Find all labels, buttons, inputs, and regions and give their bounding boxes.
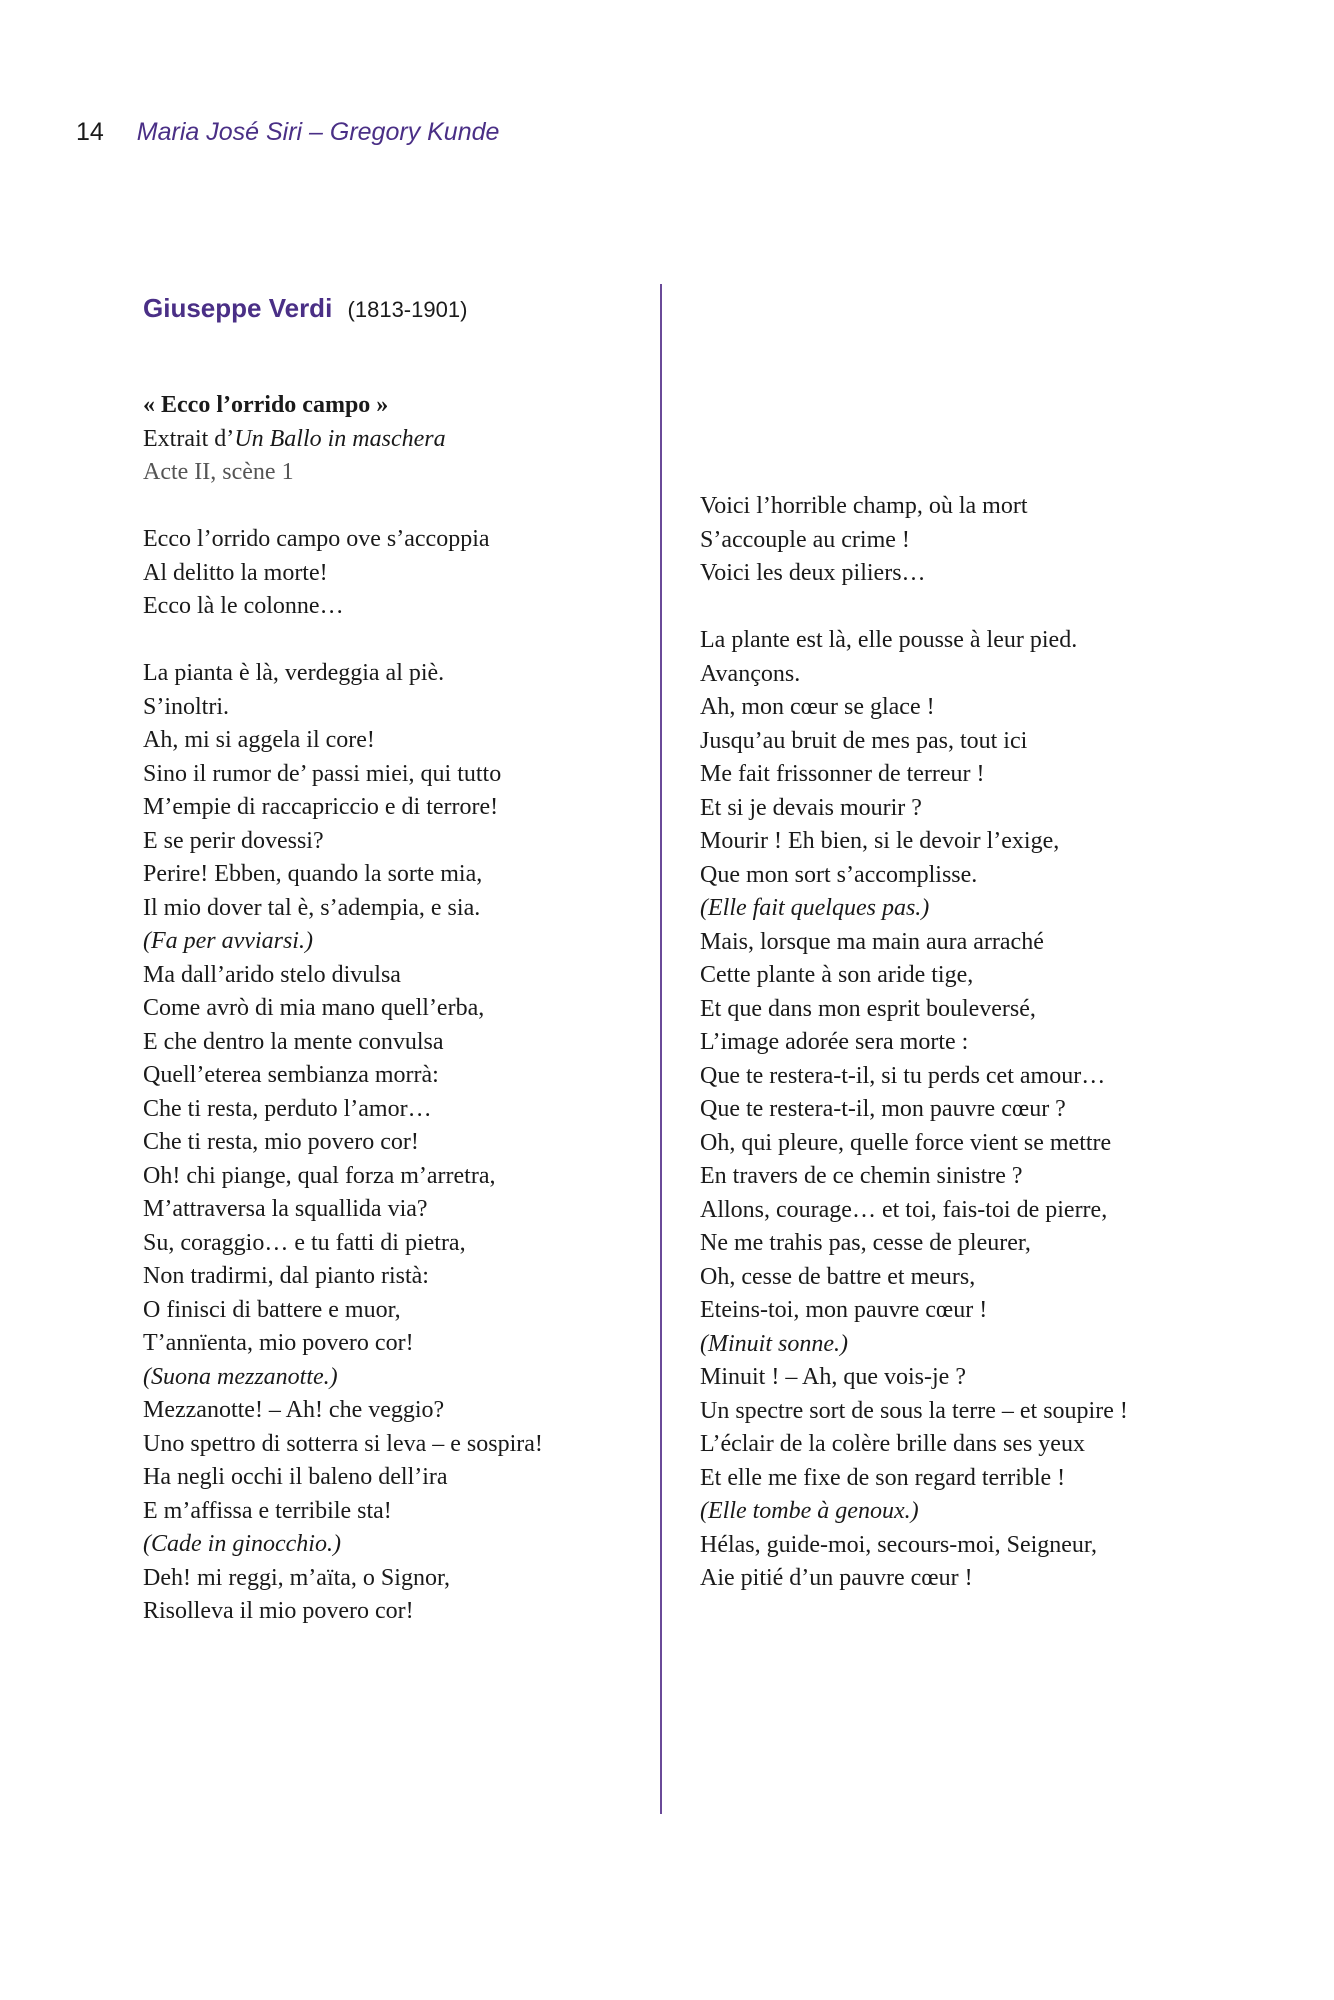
verse-line: Que te restera-t-il, si tu perds cet amour… <box>700 1062 1106 1089</box>
verse-line: Mezzanotte! – Ah! che veggio? <box>143 1397 445 1423</box>
stage-direction: (Elle tombe à genoux.) <box>700 1498 919 1524</box>
verse-line: Que mon sort s’accomplisse. <box>700 861 978 888</box>
italian-column <box>143 389 543 1629</box>
verse-line: Cette plante à son aride tige, <box>700 962 974 988</box>
verse-line: Voici les deux piliers… <box>700 560 926 586</box>
verse-line: Ecco là le colonne… <box>143 593 344 619</box>
verse-line: Et elle me fixe de son regard terrible ! <box>700 1464 1066 1491</box>
verse-line: L’éclair de la colère brille dans ses yeux <box>700 1431 1085 1457</box>
french-stanza-1 <box>700 490 1128 591</box>
verse-line: En travers de ce chemin sinistre ? <box>700 1163 1023 1189</box>
opera-title: Un Ballo in maschera <box>234 425 446 452</box>
stage-direction: (Minuit sonne.) <box>700 1330 848 1357</box>
column-divider <box>660 284 662 1814</box>
verse-line: Quell’eterea sembianza morrà: <box>143 1062 439 1088</box>
verse-line: Uno spettro di sotterra si leva – e sospira! <box>143 1430 543 1457</box>
verse-line: Il mio dover tal è, s’adempia, e sia. <box>143 894 481 921</box>
stage-direction: (Elle fait quelques pas.) <box>700 895 930 921</box>
running-header <box>76 114 499 150</box>
piece-act: Acte II, scène 1 <box>143 459 294 485</box>
verse-line: Al delitto la morte! <box>143 559 328 586</box>
verse-line: S’accouple au crime ! <box>700 526 910 553</box>
extract-prefix: Extrait d’ <box>143 425 235 452</box>
verse-line: Oh! chi piange, qual forza m’arretra, <box>143 1162 496 1189</box>
verse-line: O finisci di battere e muor, <box>143 1296 401 1323</box>
page-number: 14 <box>76 118 104 146</box>
verse-line: Que te restera-t-il, mon pauvre cœur ? <box>700 1096 1066 1122</box>
verse-line: Perire! Ebben, quando la sorte mia, <box>143 861 483 887</box>
verse-line: Deh! mi reggi, m’aïta, o Signor, <box>143 1564 450 1591</box>
verse-line: Che ti resta, mio povero cor! <box>143 1129 419 1155</box>
verse-line: Ma dall’arido stelo divulsa <box>143 961 401 988</box>
stanza-gap <box>700 591 1128 625</box>
stanza-gap <box>143 490 543 524</box>
verse-line: E che dentro la mente convulsa <box>143 1028 444 1055</box>
verse-line: M’attraversa la squallida via? <box>143 1196 428 1222</box>
verse-line: Ne me trahis pas, cesse de pleurer, <box>700 1230 1031 1256</box>
verse-line: Risolleva il mio povero cor! <box>143 1598 414 1624</box>
verse-line: M’empie di raccapriccio e di terrore! <box>143 794 499 820</box>
verse-line: Mais, lorsque ma main aura arraché <box>700 928 1044 955</box>
stage-direction: (Suona mezzanotte.) <box>143 1363 338 1390</box>
verse-line: E m’affissa e terribile sta! <box>143 1497 392 1524</box>
verse-line: S’inoltri. <box>143 693 230 720</box>
composer-name: Giuseppe Verdi <box>143 293 333 323</box>
composer-dates: (1813-1901) <box>347 297 468 322</box>
verse-line: Avançons. <box>700 660 801 687</box>
verse-line: E se perir dovessi? <box>143 827 324 854</box>
verse-line: Hélas, guide-moi, secours-moi, Seigneur, <box>700 1531 1097 1558</box>
italian-stanza-2 <box>143 657 543 1629</box>
stanza-gap <box>143 624 543 658</box>
verse-line: Allons, courage… et toi, fais-toi de pierre, <box>700 1196 1108 1223</box>
italian-stanza-1 <box>143 523 543 624</box>
stage-direction: (Cade in ginocchio.) <box>143 1531 341 1557</box>
verse-line: Non tradirmi, dal pianto ristà: <box>143 1263 429 1289</box>
verse-line: Voici l’horrible champ, où la mort <box>700 493 1028 519</box>
piece-title: « Ecco l’orrido campo » <box>143 392 389 418</box>
stage-direction: (Fa per avviarsi.) <box>143 928 313 954</box>
verse-line: Et si je devais mourir ? <box>700 794 922 821</box>
verse-line: T’annïenta, mio povero cor! <box>143 1330 414 1356</box>
verse-line: L’image adorée sera morte : <box>700 1029 969 1055</box>
verse-line: Oh, qui pleure, quelle force vient se mettre <box>700 1129 1112 1156</box>
verse-line: Et que dans mon esprit bouleversé, <box>700 995 1036 1022</box>
verse-line: Ha negli occhi il baleno dell’ira <box>143 1464 448 1490</box>
verse-line: Sino il rumor de’ passi miei, qui tutto <box>143 760 502 787</box>
verse-line: Aie pitié d’un pauvre cœur ! <box>700 1565 973 1591</box>
verse-line: Mourir ! Eh bien, si le devoir l’exige, <box>700 828 1060 854</box>
verse-line: La plante est là, elle pousse à leur pied. <box>700 627 1078 653</box>
verse-line: Un spectre sort de sous la terre – et soupire ! <box>700 1397 1128 1424</box>
verse-line: Su, coraggio… e tu fatti di pietra, <box>143 1229 466 1256</box>
piece-source <box>143 423 543 457</box>
verse-line: Minuit ! – Ah, que vois-je ? <box>700 1364 966 1390</box>
verse-line: Oh, cesse de battre et meurs, <box>700 1263 976 1290</box>
composer-heading <box>143 290 467 328</box>
verse-line: Me fait frissonner de terreur ! <box>700 761 985 787</box>
verse-line: Che ti resta, perduto l’amor… <box>143 1095 432 1122</box>
verse-line: La pianta è là, verdeggia al piè. <box>143 660 445 686</box>
french-stanza-2 <box>700 624 1128 1596</box>
verse-line: Jusqu’au bruit de mes pas, tout ici <box>700 727 1028 754</box>
verse-line: Ecco l’orrido campo ove s’accoppia <box>143 526 490 552</box>
verse-line: Eteins-toi, mon pauvre cœur ! <box>700 1297 988 1323</box>
verse-line: Ah, mon cœur se glace ! <box>700 694 935 720</box>
french-column <box>700 490 1128 1596</box>
running-title: Maria José Siri – Gregory Kunde <box>136 118 500 146</box>
verse-line: Come avrò di mia mano quell’erba, <box>143 995 485 1021</box>
verse-line: Ah, mi si aggela il core! <box>143 727 375 753</box>
